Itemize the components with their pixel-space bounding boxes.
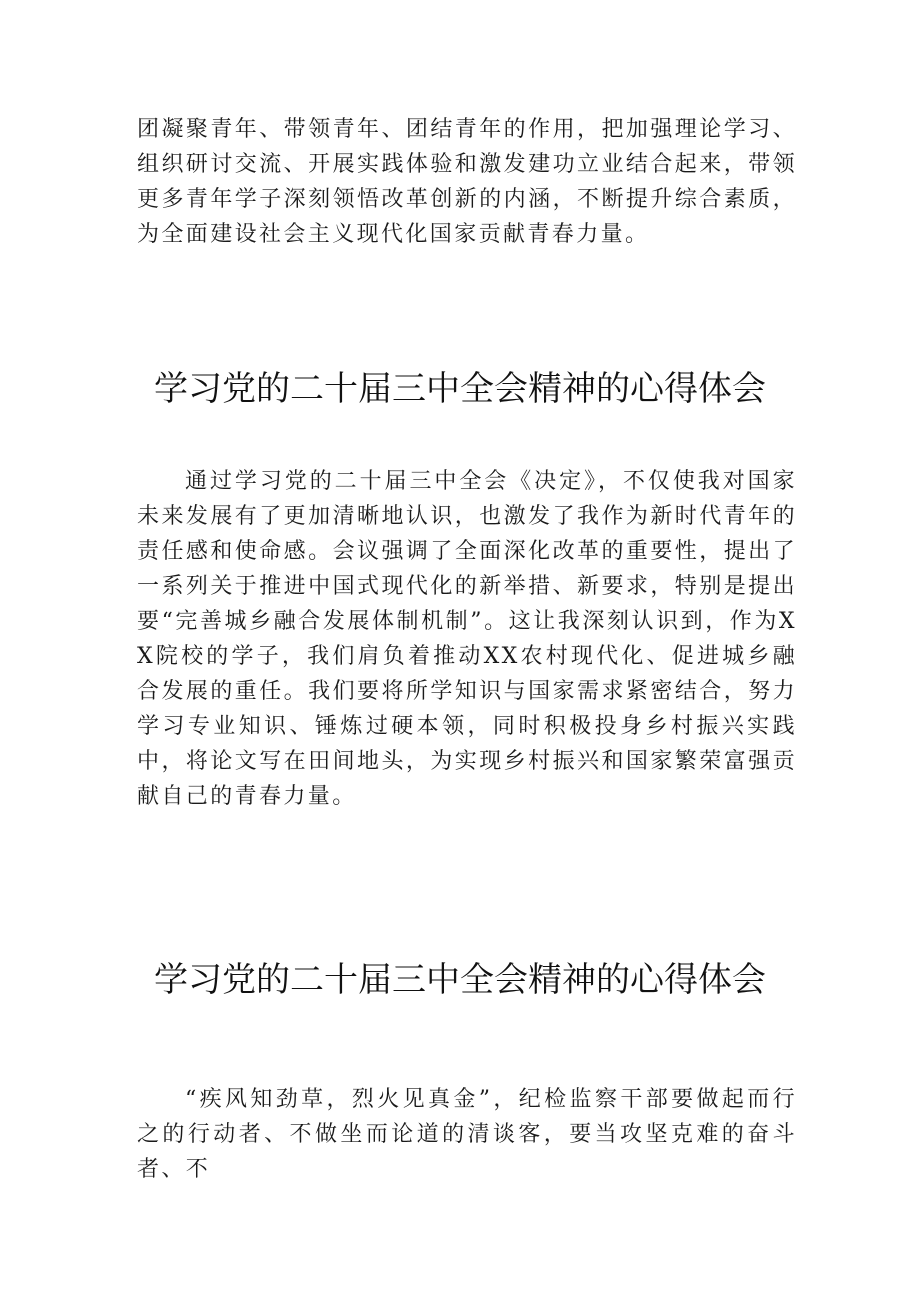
body-paragraph: “疾风知劲草，烈火见真金”，纪检监察干部要做起而行之的行动者、不做坐而论道的清谈客，要当攻坚克难的奋斗者、不 (137, 1087, 797, 1182)
section-title: 学习党的二十届三中全会精神的心得体会 (154, 369, 766, 409)
body-paragraph: 团凝聚青年、带领青年、团结青年的作用，把加强理论学习、组织研讨交流、开展实践体验和激发建功立业结合起来，带领更多青年学子深刻领悟改革创新的内涵，不断提升综合素质，为全面建设社会主义现代化国家贡献青春力量。 (137, 117, 797, 247)
section-title: 学习党的二十届三中全会精神的心得体会 (154, 960, 766, 1000)
body-paragraph: 通过学习党的二十届三中全会《决定》，不仅使我对国家未来发展有了更加清晰地认识，也激发了我作为新时代青年的责任感和使命感。会议强调了全面深化改革的重要性，提出了一系列关于推进中国式现代化的新举措、新要求，特别是提出要“完善城乡融合发展体制机制”。这让我深刻认识到，作为XX院校的学子，我们肩负着推动XX农村现代化、促进城乡融合发展的重任。我们要将所学知识与国家需求紧密结合，努力学习专业知识、锤炼过硬本领，同时积极投身乡村振兴实践中，将论文写在田间地头，为实现乡村振兴和国家繁荣富强贡献自己的青春力量。 (137, 469, 797, 809)
